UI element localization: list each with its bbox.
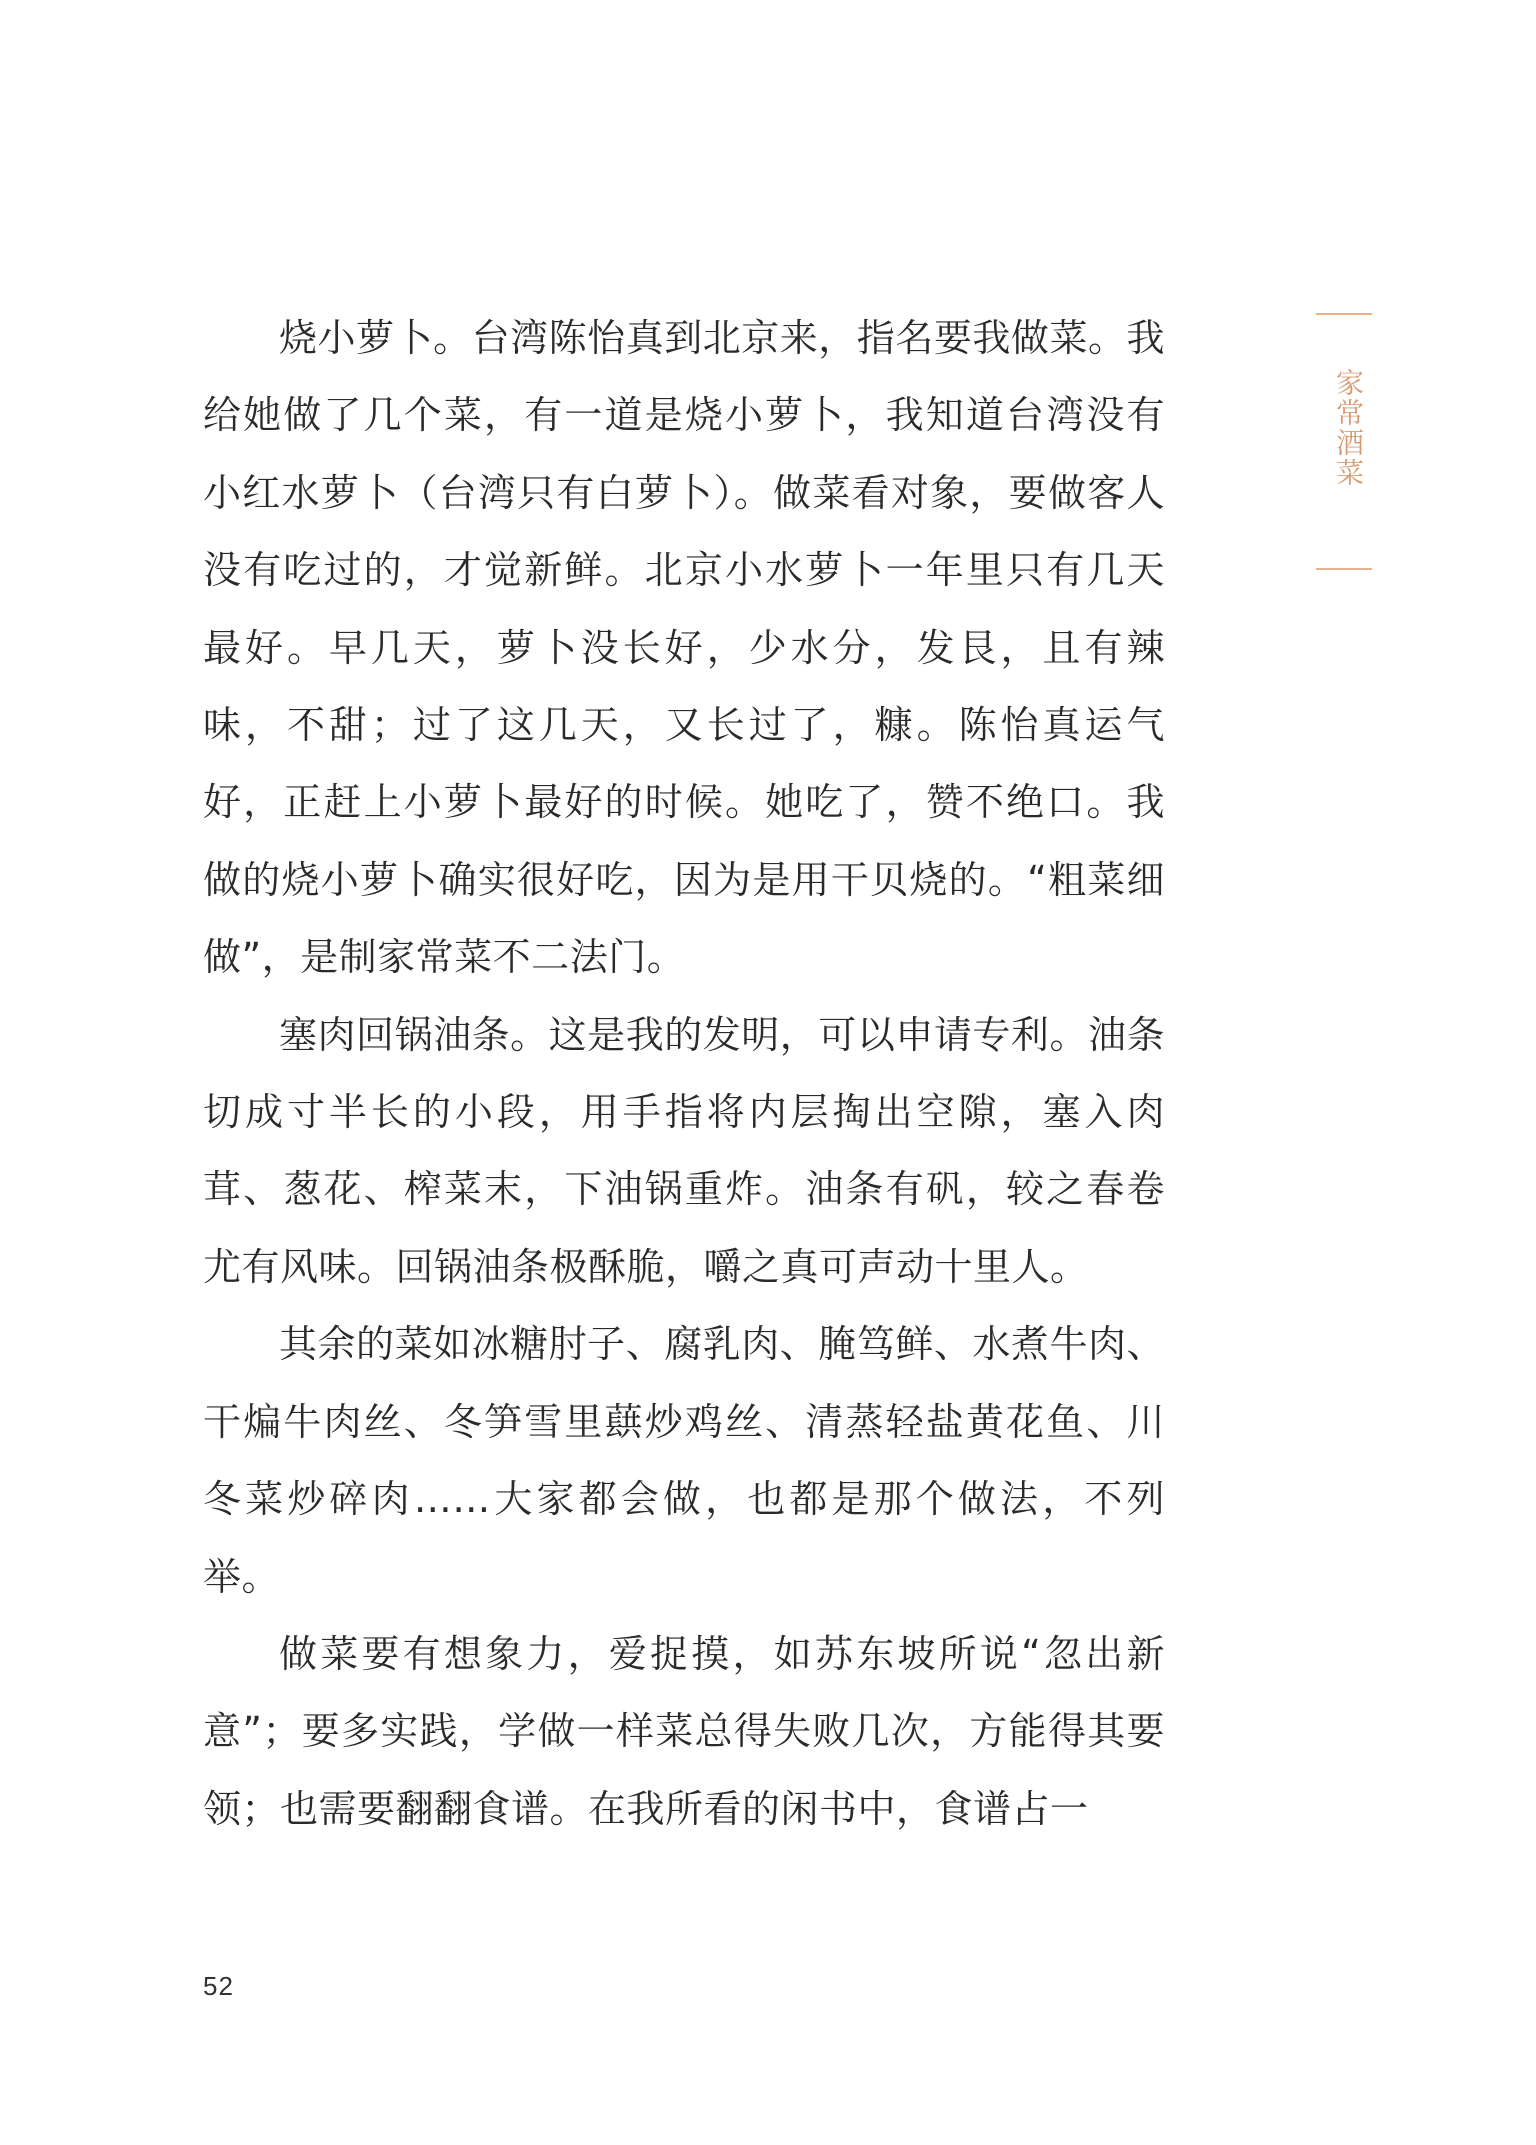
page-number: 52 [203, 1971, 234, 2001]
body-text [203, 300, 1165, 1848]
running-head: 家常酒菜 [1332, 368, 1365, 488]
paragraph-imagination: 做菜要有想象力，爱捉摸，如苏东坡所说“忽出新意”；要多实践，学做一样菜总得失败几次，方能得其要领；也需要翻翻食谱。在我所看的闲书中，食谱占一 [203, 1631, 1165, 1831]
paragraph-sai-rou-youtiao: 塞肉回锅油条。这是我的发明，可以申请专利。油条切成寸半长的小段，用手指将内层掏出空隙，塞入肉茸、葱花、榨菜末，下油锅重炸。油条有矾，较之春卷尤有风味。回锅油条极酥脆，嚼之真可声动十里人。 [203, 1012, 1165, 1289]
paragraph-other-dishes: 其余的菜如冰糖肘子、腐乳肉、腌笃鲜、水煮牛肉、干煸牛肉丝、冬笋雪里蕻炒鸡丝、清蒸轻盐黄花鱼、川冬菜炒碎肉……大家都会做，也都是那个做法，不列举。 [203, 1322, 1165, 1599]
paragraph-shao-xiao-luobo: 烧小萝卜。台湾陈怡真到北京来，指名要我做菜。我给她做了几个菜，有一道是烧小萝卜，我知道台湾没有小红水萝卜（台湾只有白萝卜）。做菜看对象，要做客人没有吃过的，才觉新鲜。北京小水萝卜一年里只有几天最好。早几天，萝卜没长好，少水分，发艮，且有辣味，不甜；过了这几天，又长过了，糠。陈怡真运气好，正赶上小萝卜最好的时候。她吃了，赞不绝口。我做的烧小萝卜确实很好吃，因为是用干贝烧的。“粗菜细做”，是制家常菜不二法门。 [203, 316, 1165, 980]
running-head-top-rule [1316, 313, 1372, 315]
running-head-bottom-rule [1316, 568, 1372, 570]
